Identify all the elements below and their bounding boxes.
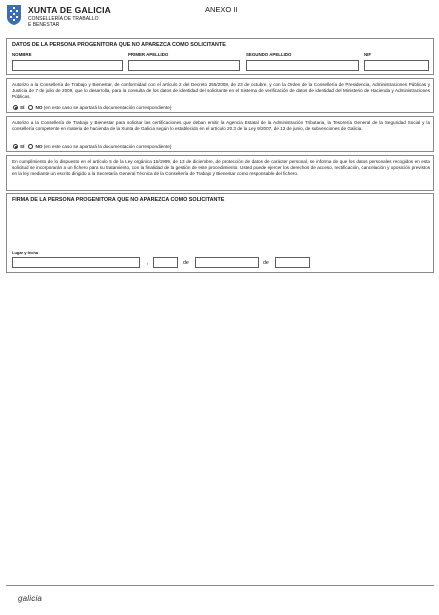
galicia-brand: galicia: [18, 594, 43, 603]
nombre-field[interactable]: [12, 60, 123, 71]
identity-consent-no-radio[interactable]: [28, 105, 33, 110]
certifications-consent-text: Autorizo a la Consellería de Trabajo y Bienestar para solicitar las certificaciones que deban emitir la Agencia Estatal de la Administración Tributaria, la Tesorería General de la Seguridad Social y la consellería competente en materia de hacienda de la Xunta de Galicia según lo establecido en el artículo 20.3 de la Ley 9/2007, de 13 de junio, de subvenciones de Galicia.: [12, 120, 430, 131]
page-footer: [6, 585, 434, 609]
identity-consent-no-label: [35, 105, 171, 110]
place-field[interactable]: [12, 257, 140, 268]
identity-consent-yes-radio[interactable]: [13, 105, 18, 110]
identity-consent-text: Autorizo a la Consellería de Trabajo y Bienestar, de conformidad con el artículo 2 del Decreto 255/2008, de 23 de octubre, y con la Orden de la Consellería de Presidencia, Administraciones Públicas y Justicia de 7 de julio de 2009, que lo desarrolla, para la consulta de los datos de identidad del solicitante en el Sistema de verificación de datos de identidad del Ministerio de Hacienda y Administraciones Públicas.: [12, 82, 430, 99]
date-de-label-1: de: [183, 260, 189, 266]
org-department-line2: E BENESTAR: [28, 22, 60, 28]
signature-title: FIRMA DE LA PERSONA PROGENITORA QUE NO APAREZCA COMO SOLICITANTE: [12, 197, 225, 203]
annex-title: ANEXO II: [205, 5, 238, 14]
certifications-consent-yes-radio[interactable]: [13, 144, 18, 149]
identity-consent-options: [13, 105, 171, 110]
org-name: XUNTA DE GALICIA: [28, 5, 112, 15]
certifications-consent-yes-label: SÍ: [20, 144, 25, 149]
date-de-label-2: de: [263, 260, 269, 266]
primer-apellido-label: PRIMER APELLIDO: [128, 52, 169, 57]
identity-consent-no-bold: NO: [35, 105, 43, 110]
identity-consent-yes-label: SÍ: [20, 105, 25, 110]
privacy-text: En cumplimiento de lo dispuesto en el artículo 5 de la Ley orgánica 15/1999, de 13 de diciembre, de protección de datos de carácter personal, se informa de que los datos personales recogidos en esta solicitud se incorporarán a un fichero para su tratamiento, con la finalidad de la gestión de este procedimiento. Usted puede ejercer los derechos de acceso, rectificación, cancelación y oposición previstos en la ley mediante un escrito dirigido a la Secretaría General Técnica de la Consellería de Trabajo y Bienestar como responsable del fichero.: [12, 159, 430, 176]
place-date-label: Lugar y fecha: [12, 250, 39, 255]
certifications-consent-no-label: [35, 144, 171, 149]
certifications-consent-no-radio[interactable]: [28, 144, 33, 149]
year-field[interactable]: [275, 257, 310, 268]
page-header: [6, 4, 434, 34]
certifications-consent-options: [13, 144, 171, 149]
org-department: [28, 16, 108, 28]
primer-apellido-field[interactable]: [128, 60, 240, 71]
org-department-line1: CONSELLERÍA DE TRABALLO: [28, 16, 99, 22]
day-field[interactable]: [153, 257, 178, 268]
nombre-label: NOMBRE: [12, 52, 32, 57]
personal-data-section: [6, 38, 434, 75]
identity-consent-section: [6, 78, 434, 113]
privacy-section: [6, 155, 434, 191]
xunta-logo-icon: [6, 4, 22, 26]
date-comma: ,: [147, 260, 149, 266]
segundo-apellido-label: SEGUNDO APELLIDO: [246, 52, 292, 57]
segundo-apellido-field[interactable]: [246, 60, 359, 71]
personal-data-title: DATOS DE LA PERSONA PROGENITORA QUE NO APAREZCA COMO SOLICITANTE: [12, 42, 226, 48]
signature-section: [6, 193, 434, 273]
nif-field[interactable]: [364, 60, 429, 71]
month-field[interactable]: [195, 257, 259, 268]
nif-label: NIF: [364, 52, 372, 57]
identity-consent-no-note: (en este caso se aportará la documentación correspondiente): [43, 105, 172, 110]
certifications-consent-no-bold: NO: [35, 144, 43, 149]
certifications-consent-section: [6, 116, 434, 152]
certifications-consent-no-note: (en este caso se aportará la documentación correspondiente): [43, 144, 172, 149]
